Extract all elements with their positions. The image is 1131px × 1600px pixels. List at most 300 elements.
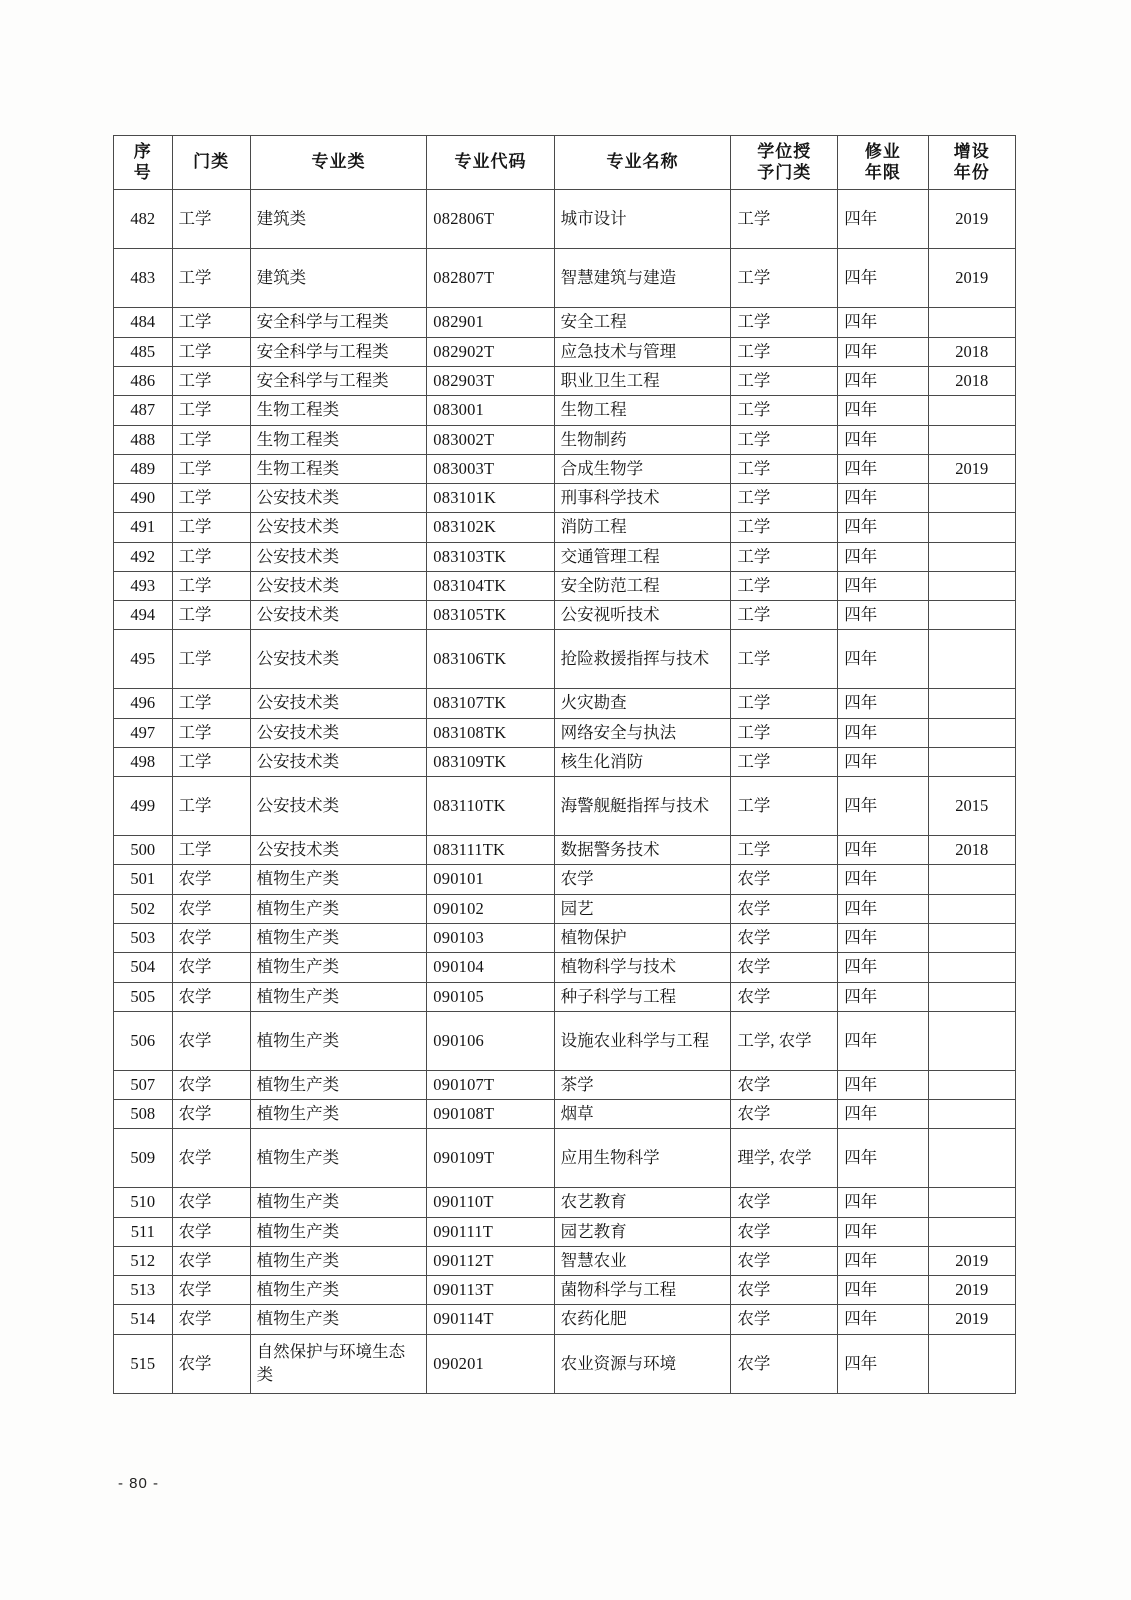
cell-category: 工学	[172, 308, 250, 337]
table-row	[114, 1100, 1016, 1129]
cell-degree: 工学, 农学	[731, 1011, 838, 1070]
cell-years: 四年	[838, 1334, 928, 1393]
cell-category: 工学	[172, 337, 250, 366]
cell-major-name: 刑事科学技术	[554, 484, 731, 513]
column-header-category: 门类	[172, 136, 250, 190]
cell-code: 083109TK	[427, 747, 554, 776]
cell-degree: 工学	[731, 484, 838, 513]
cell-major-name: 农学	[554, 865, 731, 894]
table-row	[114, 513, 1016, 542]
cell-category: 农学	[172, 1011, 250, 1070]
cell-no: 499	[114, 777, 173, 836]
cell-category: 工学	[172, 718, 250, 747]
cell-category: 农学	[172, 1334, 250, 1393]
cell-added-year: 2019	[928, 1246, 1015, 1275]
cell-years: 四年	[838, 1276, 928, 1305]
cell-years: 四年	[838, 1246, 928, 1275]
cell-no: 515	[114, 1334, 173, 1393]
cell-category: 农学	[172, 1305, 250, 1334]
table-row	[114, 1334, 1016, 1393]
cell-added-year: 2018	[928, 337, 1015, 366]
cell-major-name: 火灾勘查	[554, 689, 731, 718]
cell-major-name: 园艺教育	[554, 1217, 731, 1246]
cell-code: 083003T	[427, 454, 554, 483]
column-header-no: 序 号	[114, 136, 173, 190]
cell-group: 公安技术类	[250, 836, 427, 865]
cell-group: 公安技术类	[250, 747, 427, 776]
cell-degree: 农学	[731, 1246, 838, 1275]
cell-added-year	[928, 542, 1015, 571]
table-row	[114, 777, 1016, 836]
cell-degree: 工学	[731, 542, 838, 571]
cell-category: 工学	[172, 454, 250, 483]
cell-years: 四年	[838, 249, 928, 308]
cell-code: 090111T	[427, 1217, 554, 1246]
cell-code: 090108T	[427, 1100, 554, 1129]
cell-category: 农学	[172, 894, 250, 923]
cell-added-year	[928, 747, 1015, 776]
cell-no: 498	[114, 747, 173, 776]
cell-years: 四年	[838, 982, 928, 1011]
cell-code: 082902T	[427, 337, 554, 366]
cell-group: 生物工程类	[250, 425, 427, 454]
cell-degree: 农学	[731, 1100, 838, 1129]
cell-code: 090102	[427, 894, 554, 923]
cell-added-year	[928, 630, 1015, 689]
cell-category: 工学	[172, 249, 250, 308]
cell-major-name: 合成生物学	[554, 454, 731, 483]
table-row	[114, 308, 1016, 337]
cell-degree: 工学	[731, 425, 838, 454]
cell-degree: 农学	[731, 894, 838, 923]
table-row	[114, 190, 1016, 249]
cell-years: 四年	[838, 454, 928, 483]
cell-no: 487	[114, 396, 173, 425]
cell-group: 植物生产类	[250, 923, 427, 952]
cell-added-year	[928, 1100, 1015, 1129]
cell-major-name: 农药化肥	[554, 1305, 731, 1334]
cell-degree: 工学	[731, 337, 838, 366]
cell-added-year	[928, 513, 1015, 542]
cell-years: 四年	[838, 1188, 928, 1217]
cell-no: 501	[114, 865, 173, 894]
table-row	[114, 718, 1016, 747]
cell-code: 090112T	[427, 1246, 554, 1275]
table-row	[114, 367, 1016, 396]
cell-years: 四年	[838, 836, 928, 865]
cell-added-year	[928, 953, 1015, 982]
cell-no: 504	[114, 953, 173, 982]
cell-major-name: 应急技术与管理	[554, 337, 731, 366]
cell-no: 497	[114, 718, 173, 747]
cell-added-year	[928, 1011, 1015, 1070]
cell-category: 工学	[172, 571, 250, 600]
table-row	[114, 836, 1016, 865]
cell-no: 482	[114, 190, 173, 249]
cell-years: 四年	[838, 484, 928, 513]
cell-category: 工学	[172, 513, 250, 542]
cell-major-name: 园艺	[554, 894, 731, 923]
cell-years: 四年	[838, 1100, 928, 1129]
cell-category: 工学	[172, 425, 250, 454]
cell-years: 四年	[838, 1011, 928, 1070]
cell-group: 植物生产类	[250, 1246, 427, 1275]
cell-no: 502	[114, 894, 173, 923]
cell-years: 四年	[838, 1217, 928, 1246]
table-row	[114, 1246, 1016, 1275]
cell-degree: 农学	[731, 953, 838, 982]
cell-added-year	[928, 1129, 1015, 1188]
cell-years: 四年	[838, 396, 928, 425]
cell-code: 083107TK	[427, 689, 554, 718]
cell-added-year	[928, 396, 1015, 425]
cell-group: 植物生产类	[250, 1070, 427, 1099]
cell-no: 494	[114, 601, 173, 630]
cell-major-name: 海警舰艇指挥与技术	[554, 777, 731, 836]
cell-code: 083108TK	[427, 718, 554, 747]
cell-code: 090109T	[427, 1129, 554, 1188]
cell-group: 安全科学与工程类	[250, 308, 427, 337]
cell-major-name: 植物科学与技术	[554, 953, 731, 982]
cell-no: 500	[114, 836, 173, 865]
cell-major-name: 茶学	[554, 1070, 731, 1099]
cell-degree: 农学	[731, 1188, 838, 1217]
cell-group: 公安技术类	[250, 718, 427, 747]
cell-added-year	[928, 571, 1015, 600]
cell-group: 植物生产类	[250, 1011, 427, 1070]
cell-added-year	[928, 1217, 1015, 1246]
cell-degree: 工学	[731, 630, 838, 689]
cell-years: 四年	[838, 571, 928, 600]
cell-years: 四年	[838, 894, 928, 923]
table-row	[114, 571, 1016, 600]
cell-category: 农学	[172, 1246, 250, 1275]
cell-no: 489	[114, 454, 173, 483]
major-table-container	[113, 135, 1016, 1394]
cell-degree: 工学	[731, 571, 838, 600]
cell-code: 090113T	[427, 1276, 554, 1305]
cell-years: 四年	[838, 689, 928, 718]
cell-major-name: 农业资源与环境	[554, 1334, 731, 1393]
cell-category: 农学	[172, 1276, 250, 1305]
cell-degree: 工学	[731, 836, 838, 865]
cell-degree: 理学, 农学	[731, 1129, 838, 1188]
cell-code: 090104	[427, 953, 554, 982]
cell-years: 四年	[838, 190, 928, 249]
cell-major-name: 生物制药	[554, 425, 731, 454]
cell-code: 090105	[427, 982, 554, 1011]
cell-group: 植物生产类	[250, 1100, 427, 1129]
table-row	[114, 484, 1016, 513]
cell-added-year	[928, 865, 1015, 894]
cell-major-name: 安全工程	[554, 308, 731, 337]
cell-added-year	[928, 689, 1015, 718]
cell-years: 四年	[838, 923, 928, 952]
cell-group: 安全科学与工程类	[250, 337, 427, 366]
cell-no: 496	[114, 689, 173, 718]
cell-category: 农学	[172, 1129, 250, 1188]
cell-code: 082807T	[427, 249, 554, 308]
cell-degree: 工学	[731, 454, 838, 483]
cell-years: 四年	[838, 601, 928, 630]
table-row	[114, 1070, 1016, 1099]
cell-added-year	[928, 923, 1015, 952]
table-row	[114, 630, 1016, 689]
column-header-name: 专业名称	[554, 136, 731, 190]
cell-major-name: 农艺教育	[554, 1188, 731, 1217]
cell-no: 507	[114, 1070, 173, 1099]
cell-code: 082806T	[427, 190, 554, 249]
cell-degree: 工学	[731, 367, 838, 396]
cell-code: 082901	[427, 308, 554, 337]
cell-degree: 工学	[731, 777, 838, 836]
cell-category: 农学	[172, 982, 250, 1011]
cell-group: 公安技术类	[250, 689, 427, 718]
cell-group: 植物生产类	[250, 1217, 427, 1246]
table-row	[114, 249, 1016, 308]
cell-no: 508	[114, 1100, 173, 1129]
cell-no: 506	[114, 1011, 173, 1070]
cell-added-year: 2019	[928, 1305, 1015, 1334]
cell-degree: 农学	[731, 1305, 838, 1334]
cell-code: 082903T	[427, 367, 554, 396]
cell-group: 植物生产类	[250, 953, 427, 982]
cell-years: 四年	[838, 630, 928, 689]
cell-category: 工学	[172, 747, 250, 776]
cell-added-year: 2019	[928, 1276, 1015, 1305]
cell-added-year	[928, 425, 1015, 454]
cell-added-year	[928, 1070, 1015, 1099]
table-row	[114, 1011, 1016, 1070]
cell-added-year: 2018	[928, 836, 1015, 865]
column-header-degree: 学位授 予门类	[731, 136, 838, 190]
cell-group: 植物生产类	[250, 1129, 427, 1188]
table-row	[114, 542, 1016, 571]
cell-years: 四年	[838, 425, 928, 454]
cell-group: 自然保护与环境生态类	[250, 1334, 427, 1393]
cell-group: 公安技术类	[250, 630, 427, 689]
column-header-group: 专业类	[250, 136, 427, 190]
cell-group: 公安技术类	[250, 571, 427, 600]
cell-group: 公安技术类	[250, 542, 427, 571]
cell-group: 建筑类	[250, 190, 427, 249]
cell-degree: 工学	[731, 308, 838, 337]
cell-no: 505	[114, 982, 173, 1011]
cell-no: 491	[114, 513, 173, 542]
cell-major-name: 公安视听技术	[554, 601, 731, 630]
cell-years: 四年	[838, 953, 928, 982]
cell-group: 植物生产类	[250, 865, 427, 894]
cell-major-name: 抢险救援指挥与技术	[554, 630, 731, 689]
table-row	[114, 337, 1016, 366]
cell-code: 090101	[427, 865, 554, 894]
cell-group: 建筑类	[250, 249, 427, 308]
column-header-code: 专业代码	[427, 136, 554, 190]
cell-major-name: 烟草	[554, 1100, 731, 1129]
cell-no: 485	[114, 337, 173, 366]
cell-category: 农学	[172, 1070, 250, 1099]
cell-major-name: 种子科学与工程	[554, 982, 731, 1011]
cell-code: 090107T	[427, 1070, 554, 1099]
cell-no: 486	[114, 367, 173, 396]
cell-degree: 农学	[731, 1217, 838, 1246]
cell-category: 工学	[172, 396, 250, 425]
cell-category: 农学	[172, 865, 250, 894]
cell-added-year	[928, 894, 1015, 923]
table-row	[114, 1276, 1016, 1305]
cell-category: 农学	[172, 1100, 250, 1129]
cell-added-year: 2018	[928, 367, 1015, 396]
table-row	[114, 689, 1016, 718]
table-row	[114, 894, 1016, 923]
cell-group: 植物生产类	[250, 1188, 427, 1217]
cell-group: 植物生产类	[250, 1276, 427, 1305]
cell-no: 510	[114, 1188, 173, 1217]
cell-degree: 工学	[731, 601, 838, 630]
cell-group: 公安技术类	[250, 513, 427, 542]
cell-degree: 工学	[731, 396, 838, 425]
cell-added-year	[928, 601, 1015, 630]
cell-years: 四年	[838, 308, 928, 337]
cell-no: 512	[114, 1246, 173, 1275]
cell-major-name: 职业卫生工程	[554, 367, 731, 396]
cell-degree: 工学	[731, 747, 838, 776]
cell-code: 083001	[427, 396, 554, 425]
cell-no: 511	[114, 1217, 173, 1246]
cell-major-name: 菌物科学与工程	[554, 1276, 731, 1305]
table-row	[114, 953, 1016, 982]
cell-major-name: 城市设计	[554, 190, 731, 249]
cell-degree: 农学	[731, 1276, 838, 1305]
cell-no: 483	[114, 249, 173, 308]
cell-category: 工学	[172, 689, 250, 718]
cell-group: 植物生产类	[250, 1305, 427, 1334]
table-row	[114, 1188, 1016, 1217]
cell-major-name: 交通管理工程	[554, 542, 731, 571]
cell-major-name: 核生化消防	[554, 747, 731, 776]
cell-group: 公安技术类	[250, 777, 427, 836]
cell-group: 公安技术类	[250, 484, 427, 513]
cell-group: 安全科学与工程类	[250, 367, 427, 396]
cell-category: 工学	[172, 190, 250, 249]
cell-degree: 工学	[731, 689, 838, 718]
cell-no: 509	[114, 1129, 173, 1188]
cell-major-name: 生物工程	[554, 396, 731, 425]
cell-no: 490	[114, 484, 173, 513]
cell-added-year	[928, 718, 1015, 747]
cell-no: 484	[114, 308, 173, 337]
cell-years: 四年	[838, 1129, 928, 1188]
cell-no: 488	[114, 425, 173, 454]
cell-added-year	[928, 1188, 1015, 1217]
cell-degree: 工学	[731, 249, 838, 308]
cell-code: 083002T	[427, 425, 554, 454]
cell-group: 公安技术类	[250, 601, 427, 630]
cell-major-name: 智慧建筑与建造	[554, 249, 731, 308]
cell-years: 四年	[838, 718, 928, 747]
cell-years: 四年	[838, 865, 928, 894]
cell-group: 生物工程类	[250, 396, 427, 425]
cell-added-year: 2015	[928, 777, 1015, 836]
major-table	[113, 135, 1016, 1394]
cell-years: 四年	[838, 542, 928, 571]
cell-category: 农学	[172, 1217, 250, 1246]
table-row	[114, 1217, 1016, 1246]
cell-major-name: 安全防范工程	[554, 571, 731, 600]
column-header-added-year: 增设 年份	[928, 136, 1015, 190]
cell-no: 492	[114, 542, 173, 571]
table-row	[114, 982, 1016, 1011]
table-row	[114, 601, 1016, 630]
cell-code: 083104TK	[427, 571, 554, 600]
cell-code: 090110T	[427, 1188, 554, 1217]
cell-no: 514	[114, 1305, 173, 1334]
cell-no: 493	[114, 571, 173, 600]
table-row	[114, 425, 1016, 454]
cell-major-name: 智慧农业	[554, 1246, 731, 1275]
cell-code: 090103	[427, 923, 554, 952]
table-row	[114, 454, 1016, 483]
cell-added-year	[928, 308, 1015, 337]
cell-years: 四年	[838, 747, 928, 776]
cell-category: 农学	[172, 923, 250, 952]
cell-degree: 工学	[731, 513, 838, 542]
cell-category: 工学	[172, 367, 250, 396]
cell-category: 工学	[172, 630, 250, 689]
cell-group: 植物生产类	[250, 982, 427, 1011]
cell-years: 四年	[838, 367, 928, 396]
cell-degree: 工学	[731, 718, 838, 747]
cell-added-year: 2019	[928, 190, 1015, 249]
cell-code: 083103TK	[427, 542, 554, 571]
table-header	[114, 136, 1016, 190]
cell-major-name: 设施农业科学与工程	[554, 1011, 731, 1070]
table-row	[114, 1129, 1016, 1188]
cell-degree: 工学	[731, 190, 838, 249]
table-row	[114, 747, 1016, 776]
cell-category: 农学	[172, 1188, 250, 1217]
table-body	[114, 190, 1016, 1393]
table-row	[114, 396, 1016, 425]
table-header-row	[114, 136, 1016, 190]
cell-code: 090106	[427, 1011, 554, 1070]
cell-degree: 农学	[731, 865, 838, 894]
cell-no: 503	[114, 923, 173, 952]
cell-code: 083101K	[427, 484, 554, 513]
cell-category: 农学	[172, 953, 250, 982]
cell-category: 工学	[172, 542, 250, 571]
table-row	[114, 1305, 1016, 1334]
cell-code: 090201	[427, 1334, 554, 1393]
cell-degree: 农学	[731, 982, 838, 1011]
cell-category: 工学	[172, 484, 250, 513]
cell-added-year	[928, 982, 1015, 1011]
cell-major-name: 植物保护	[554, 923, 731, 952]
column-header-years: 修业 年限	[838, 136, 928, 190]
cell-degree: 农学	[731, 1334, 838, 1393]
cell-category: 工学	[172, 601, 250, 630]
table-row	[114, 923, 1016, 952]
cell-category: 工学	[172, 777, 250, 836]
cell-years: 四年	[838, 1305, 928, 1334]
cell-code: 090114T	[427, 1305, 554, 1334]
cell-code: 083110TK	[427, 777, 554, 836]
cell-no: 513	[114, 1276, 173, 1305]
cell-years: 四年	[838, 777, 928, 836]
cell-category: 工学	[172, 836, 250, 865]
cell-added-year	[928, 484, 1015, 513]
cell-code: 083105TK	[427, 601, 554, 630]
